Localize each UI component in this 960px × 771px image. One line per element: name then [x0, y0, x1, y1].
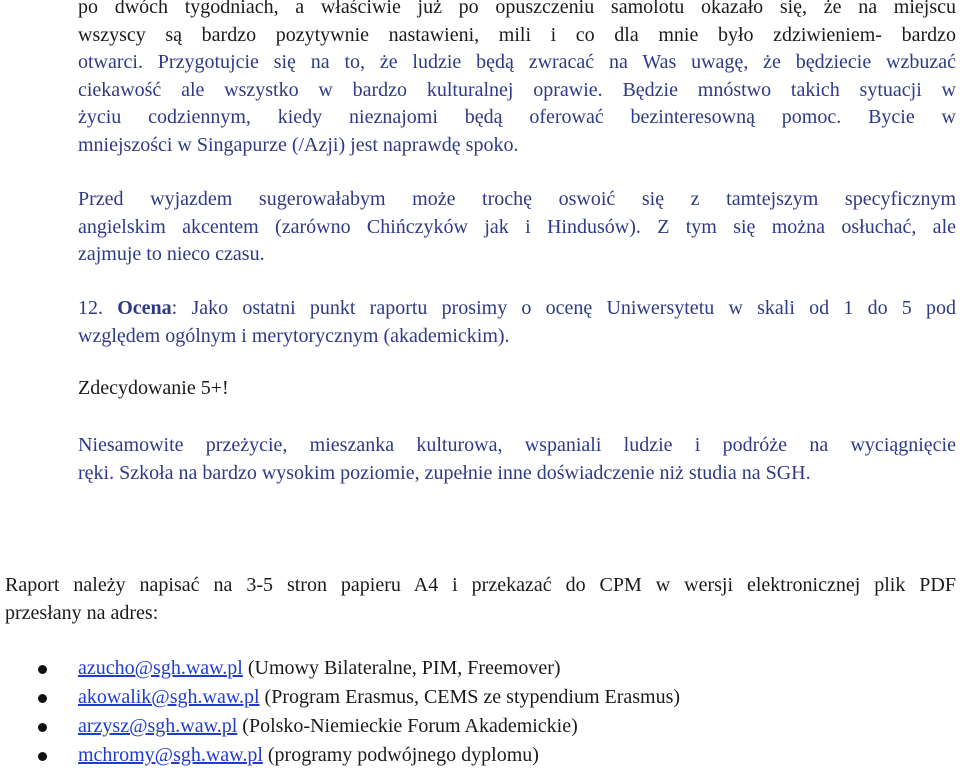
accent-paragraph [78, 186, 956, 269]
contact-list [0, 655, 960, 771]
email-link[interactable]: arzysz@sgh.waw.pl [78, 715, 238, 737]
intro-line: wszyscy są bardzo pozytywnie nastawieni, mili i co dla mnie było zdziwieniem- bardzo [78, 23, 956, 46]
question-12-line [78, 295, 956, 323]
contact-description: (programy podwójnego dyplomu) [262, 744, 539, 766]
question-number: 12. [78, 297, 103, 319]
email-link[interactable]: azucho@sgh.waw.pl [78, 657, 243, 679]
question-12 [78, 295, 956, 350]
intro-line: po dwóch tygodniach, a właściwie już po opuszczeniu samolotu okazało się, że na miejscu [78, 0, 956, 18]
list-item [0, 655, 960, 684]
email-link[interactable]: mchromy@sgh.waw.pl [78, 744, 263, 766]
intro-line: ciekawość ale wszystko w bardzo kulturalnej oprawie. Będzie mnóstwo takich sytuacji w [78, 78, 956, 101]
intro-paragraph [78, 0, 956, 159]
accent-line: angielskim akcentem (zarówno Chińczyków jak i Hindusów). Z tym się można osłuchać, ale [78, 215, 956, 238]
contact-description: (Program Erasmus, CEMS ze stypendium Erasmus) [259, 686, 681, 708]
report-line: przesłany na adres: [5, 601, 159, 624]
accent-line: Przed wyjazdem sugerowałabym może trochę oswoić się z tamtejszym specyficznym [78, 188, 956, 210]
list-item [0, 684, 960, 713]
bullet-icon [38, 694, 47, 703]
question-label: Ocena [117, 297, 172, 319]
report-instructions [5, 572, 956, 627]
bullet-icon [38, 665, 47, 674]
question-text: : Jako ostatni punkt raportu prosimy o ocenę Uniwersytetu w skali od 1 do 5 pod [171, 297, 956, 319]
accent-line: zajmuje to nieco czasu. [78, 243, 265, 265]
report-line: Raport należy napisać na 3-5 stron papieru A4 i przekazać do CPM w wersji elektronicznej plik PDF [5, 574, 956, 596]
answer-text: Zdecydowanie 5+! [78, 377, 229, 399]
intro-line: otwarci. Przygotujcie się na to, że ludzie będą zwracać na Was uwagę, że będziecie wzbuzać [78, 51, 956, 73]
contact-description: (Umowy Bilateralne, PIM, Freemover) [242, 657, 561, 679]
closing-line: Niesamowite przeżycie, mieszanka kulturowa, wspaniali ludzie i podróże na wyciągnięcie [78, 434, 956, 456]
list-item [0, 713, 960, 742]
intro-line: życiu codziennym, kiedy nieznajomi będą oferować bezinteresowną pomoc. Bycie w [78, 106, 956, 128]
question-12-line: względem ogólnym i merytorycznym (akademickim). [78, 324, 510, 347]
bullet-icon [38, 752, 47, 761]
intro-line: mniejszości w Singapurze (/Azji) jest naprawdę spoko. [78, 133, 519, 156]
contact-description: (Polsko-Niemieckie Forum Akademickie) [237, 715, 578, 737]
bullet-icon [38, 723, 47, 732]
answer-paragraph [78, 375, 956, 403]
closing-paragraph [78, 432, 956, 487]
closing-line: ręki. Szkoła na bardzo wysokim poziomie, zupełnie inne doświadczenie niż studia na SGH. [78, 461, 811, 484]
email-link[interactable]: akowalik@sgh.waw.pl [78, 686, 260, 708]
